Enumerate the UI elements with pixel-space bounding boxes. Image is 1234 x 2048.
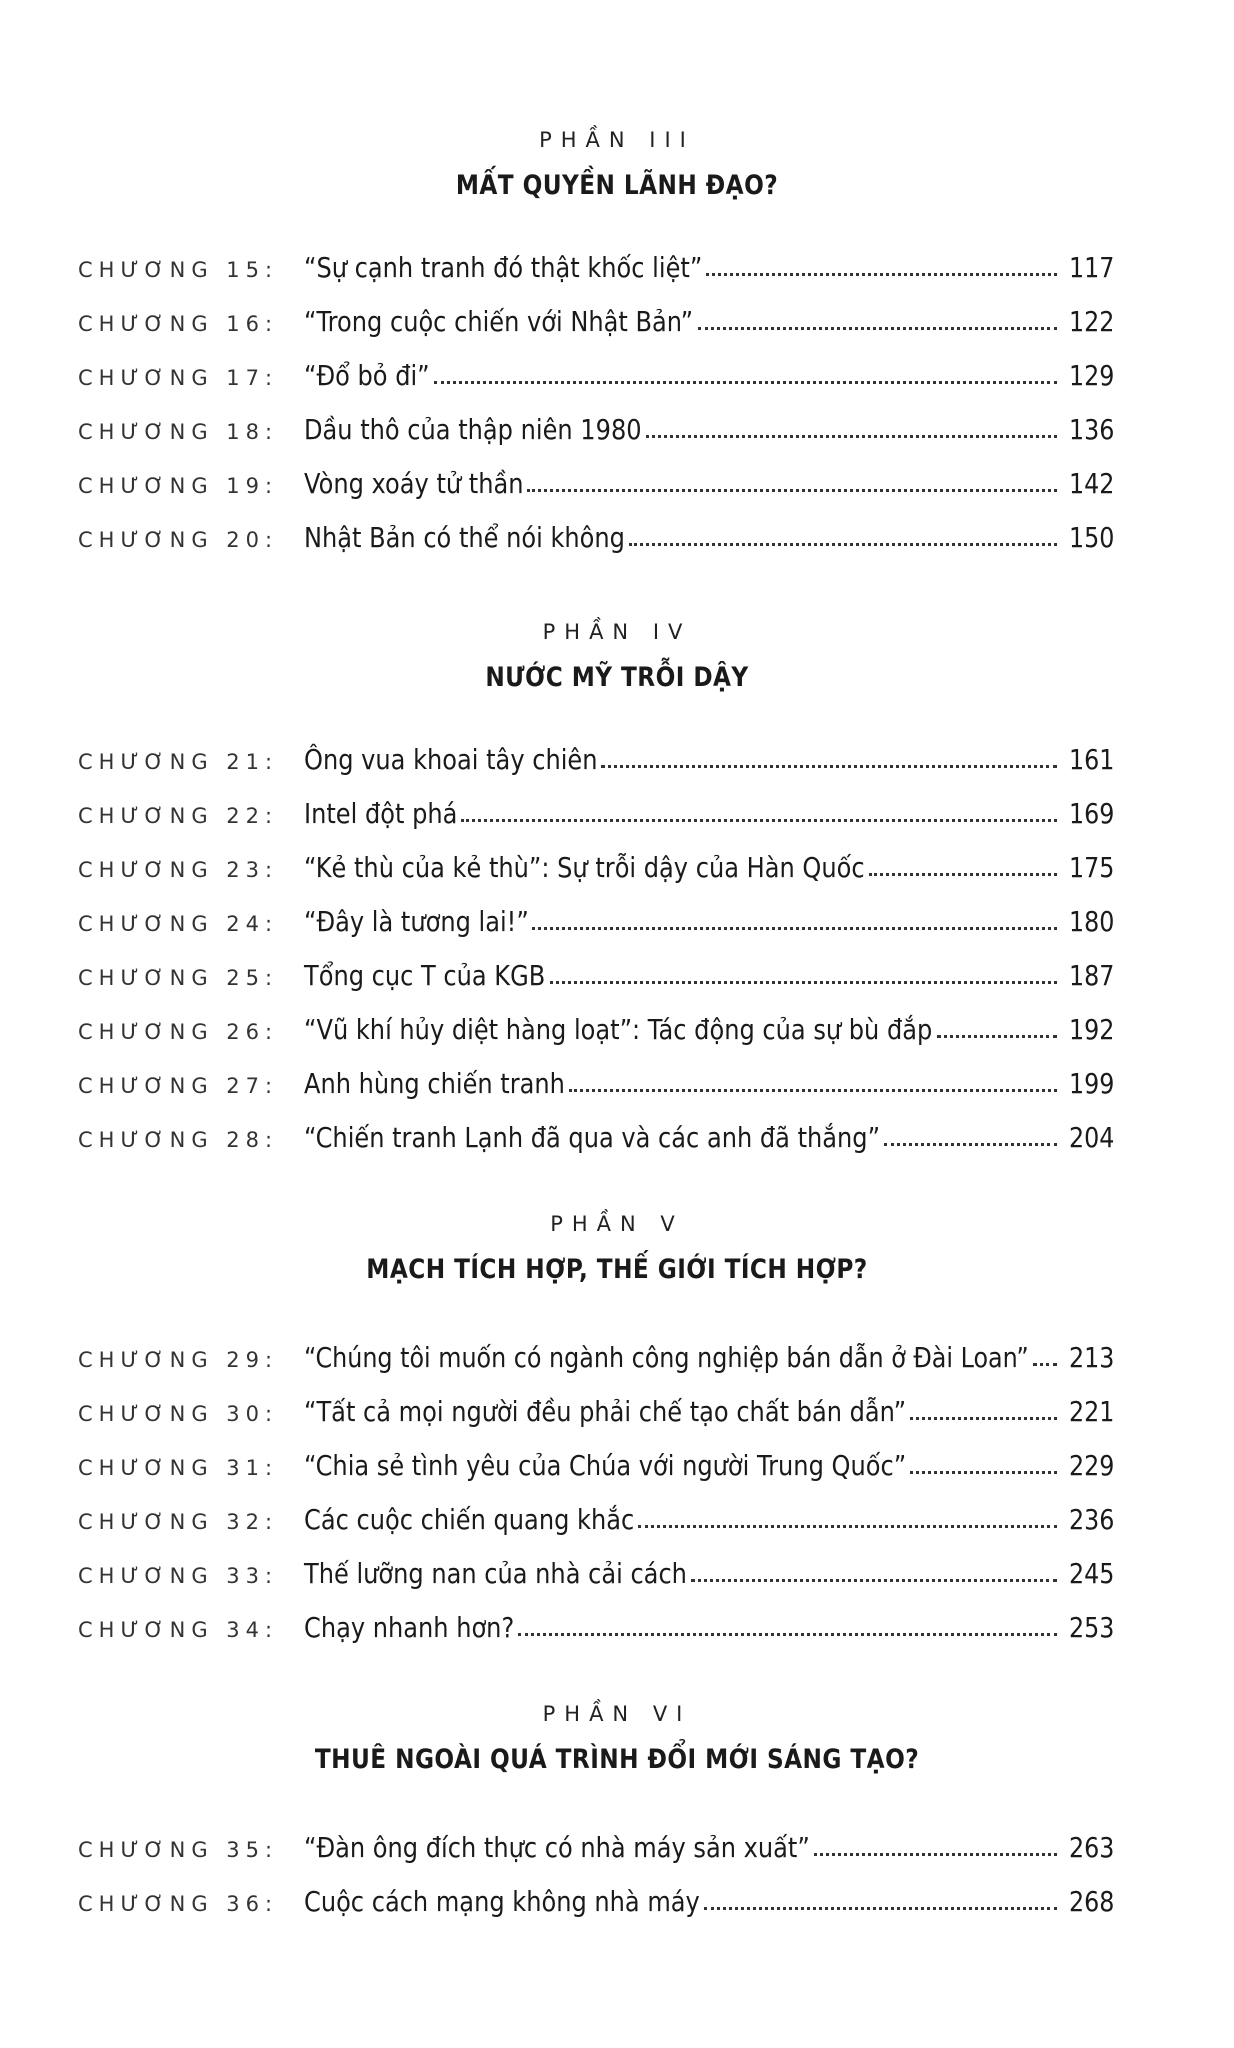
dot-leader [884,1143,1056,1146]
chapter-page: 161 [1068,743,1114,776]
dot-leader [638,1525,1056,1528]
dot-leader [910,1417,1057,1420]
chapter-title: “Kẻ thù của kẻ thù”: Sự trỗi dậy của Hàn Quốc [304,851,865,884]
chapter-label: CHƯƠNG 17: [78,366,279,390]
chapter-page: 245 [1068,1557,1114,1590]
chapter-label: CHƯƠNG 23: [78,858,279,882]
chapter-title: Chạy nhanh hơn? [304,1611,515,1644]
chapter-label: CHƯƠNG 30: [78,1402,279,1426]
chapter-title: Cuộc cách mạng không nhà máy [304,1885,700,1918]
chapter-title: Thế lưỡng nan của nhà cải cách [304,1557,687,1590]
chapter-label: CHƯƠNG 31: [78,1456,279,1480]
chapter-title: “Sự cạnh tranh đó thật khốc liệt” [304,251,703,284]
chapter-page: 169 [1068,797,1114,830]
chapter-label: CHƯƠNG 20: [78,528,279,552]
chapter-label: CHƯƠNG 32: [78,1510,279,1534]
toc-entry[interactable] [78,1444,1114,1484]
chapter-label: CHƯƠNG 22: [78,804,279,828]
toc-entry[interactable] [78,1606,1114,1646]
toc-entry[interactable] [78,516,1114,556]
chapter-page: 199 [1068,1067,1114,1100]
chapter-label: CHƯƠNG 25: [78,966,279,990]
toc-entry[interactable] [78,246,1114,286]
chapter-title: “Đây là tương lai!” [304,905,529,938]
dot-leader [527,489,1056,492]
toc-entry[interactable] [78,1880,1114,1920]
toc-entry[interactable] [78,1498,1114,1538]
dot-leader [706,273,1056,276]
toc-entry[interactable] [78,1116,1114,1156]
chapter-page: 229 [1068,1449,1114,1482]
dot-leader [814,1853,1057,1856]
chapter-label: CHƯƠNG 16: [78,312,279,336]
chapter-title: “Đàn ông đích thực có nhà máy sản xuất” [304,1831,810,1864]
chapter-label: CHƯƠNG 27: [78,1074,279,1098]
dot-leader [937,1035,1057,1038]
chapter-page: 236 [1068,1503,1114,1536]
part-label: PHẦN VI [542,1702,692,1726]
dot-leader [646,435,1057,438]
chapter-page: 204 [1068,1121,1114,1154]
chapter-title: Vòng xoáy tử thần [304,467,524,500]
toc-entry[interactable] [78,738,1114,778]
chapter-page: 180 [1068,905,1114,938]
part-title: THUÊ NGOÀI QUÁ TRÌNH ĐỔI MỚI SÁNG TẠO? [314,1744,920,1775]
chapter-page: 142 [1068,467,1114,500]
toc-entry[interactable] [78,300,1114,340]
chapter-title: “Tất cả mọi người đều phải chế tạo chất bán dẫn” [304,1395,907,1428]
dot-leader [1033,1363,1057,1366]
chapter-page: 150 [1068,521,1114,554]
part-title: MẠCH TÍCH HỢP, THẾ GIỚI TÍCH HỢP? [366,1254,868,1285]
chapter-label: CHƯƠNG 29: [78,1348,279,1372]
chapter-title: “Chúng tôi muốn có ngành công nghiệp bán dẫn ở Đài Loan” [304,1341,1029,1374]
chapter-title: “Vũ khí hủy diệt hàng loạt”: Tác động của sự bù đắp [304,1013,933,1046]
chapter-title: “Trong cuộc chiến với Nhật Bản” [304,305,694,338]
chapter-label: CHƯƠNG 26: [78,1020,279,1044]
toc-entry[interactable] [78,354,1114,394]
dot-leader [532,927,1056,930]
dot-leader [461,819,1056,822]
chapter-label: CHƯƠNG 21: [78,750,279,774]
chapter-page: 221 [1068,1395,1114,1428]
chapter-page: 175 [1068,851,1114,884]
chapter-page: 136 [1068,413,1114,446]
dot-leader [691,1579,1057,1582]
toc-entry[interactable] [78,954,1114,994]
part-title: MẤT QUYỀN LÃNH ĐẠO? [455,170,779,201]
dot-leader [698,327,1057,330]
toc-entry[interactable] [78,1336,1114,1376]
toc-entry[interactable] [78,462,1114,502]
chapter-label: CHƯƠNG 33: [78,1564,279,1588]
chapter-title: Anh hùng chiến tranh [304,1067,565,1100]
chapter-title: Dầu thô của thập niên 1980 [304,413,642,446]
toc-entry[interactable] [78,408,1114,448]
chapter-title: Tổng cục T của KGB [304,959,546,992]
toc-entry[interactable] [78,792,1114,832]
dot-leader [910,1471,1057,1474]
toc-entry[interactable] [78,900,1114,940]
chapter-title: Các cuộc chiến quang khắc [304,1503,635,1536]
part-label: PHẦN V [550,1212,684,1236]
chapter-label: CHƯƠNG 24: [78,912,279,936]
chapter-title: Nhật Bản có thể nói không [304,521,625,554]
toc-entry[interactable] [78,1826,1114,1866]
chapter-label: CHƯƠNG 28: [78,1128,279,1152]
chapter-label: CHƯƠNG 36: [78,1892,279,1916]
chapter-page: 213 [1068,1341,1114,1374]
chapter-page: 117 [1068,251,1114,284]
toc-entry[interactable] [78,1390,1114,1430]
dot-leader [601,765,1056,768]
chapter-title: “Chia sẻ tình yêu của Chúa với người Trung Quốc” [304,1449,907,1482]
chapter-label: CHƯƠNG 35: [78,1838,279,1862]
chapter-page: 192 [1068,1013,1114,1046]
chapter-page: 263 [1068,1831,1114,1864]
chapter-page: 253 [1068,1611,1114,1644]
chapter-title: “Chiến tranh Lạnh đã qua và các anh đã thắng” [304,1121,881,1154]
dot-leader [518,1633,1057,1636]
part-label: PHẦN IV [542,620,692,644]
dot-leader [629,543,1057,546]
dot-leader [569,1089,1057,1092]
chapter-page: 187 [1068,959,1114,992]
toc-entry[interactable] [78,1062,1114,1102]
toc-entry[interactable] [78,1008,1114,1048]
dot-leader [704,1907,1057,1910]
chapter-label: CHƯƠNG 18: [78,420,279,444]
chapter-label: CHƯƠNG 15: [78,258,279,282]
chapter-page: 129 [1068,359,1114,392]
chapter-page: 268 [1068,1885,1114,1918]
chapter-title: Intel đột phá [304,797,458,830]
chapter-title: “Đổ bỏ đi” [304,359,430,392]
toc-entry[interactable] [78,846,1114,886]
chapter-label: CHƯƠNG 19: [78,474,279,498]
part-title: NƯỚC MỸ TRỖI DẬY [485,662,749,693]
dot-leader [550,981,1057,984]
dot-leader [434,381,1057,384]
chapter-title: Ông vua khoai tây chiên [304,743,598,776]
chapter-label: CHƯƠNG 34: [78,1618,279,1642]
chapter-page: 122 [1068,305,1114,338]
dot-leader [869,873,1057,876]
part-label: PHẦN III [539,128,695,152]
toc-entry[interactable] [78,1552,1114,1592]
